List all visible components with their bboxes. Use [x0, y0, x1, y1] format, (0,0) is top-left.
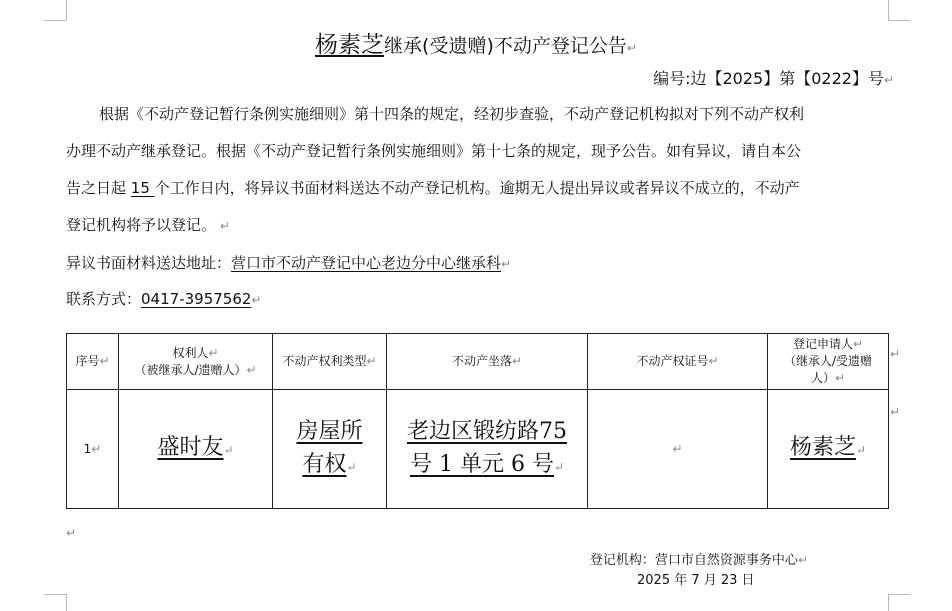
table-header-row	[67, 334, 889, 390]
document-number: 编号:边【2025】第【0222】号↵	[653, 69, 894, 88]
cell-applicant: 杨素芝↵	[768, 390, 889, 509]
paragraph-mark-icon: ↵	[890, 347, 901, 361]
crop-mark-top-right-h	[888, 20, 910, 21]
property-table	[66, 333, 889, 509]
crop-mark-bottom-left-h	[44, 594, 66, 595]
cell-right-type: 房屋所 有权↵	[273, 390, 387, 509]
paragraph-mark-icon: ↵	[626, 41, 637, 55]
crop-mark-bottom-right-h	[888, 594, 910, 595]
body-line-3: 告之日起 15 个工作日内，将异议书面材料送达不动产登记机构。逾期无人提出异议或者异议不成立的，不动产	[66, 179, 800, 197]
objection-days: 15	[130, 179, 155, 197]
header-right-type: 不动产权利类型↵	[273, 334, 387, 390]
header-seq: 序号↵	[67, 334, 119, 390]
cell-holder: 盛时友↵	[119, 390, 273, 509]
paragraph-mark-icon: ↵	[251, 293, 262, 307]
objection-address-line	[66, 252, 511, 273]
contact-line	[66, 288, 261, 309]
paragraph-mark-icon: ↵	[66, 526, 77, 540]
body-line-4: 登记机构将予以登记。 ↵	[66, 216, 230, 234]
title-applicant-name: 杨素芝	[315, 32, 385, 58]
body-line-2: 办理不动产继承登记。根据《不动产登记暂行条例实施细则》第十七条的规定，现予公告。如有异议，请自本公	[66, 142, 802, 160]
contact-label: 联系方式：	[66, 290, 142, 308]
body-line-1: 根据《不动产登记暂行条例实施细则》第十四条的规定，经初步查验，不动产登记机构拟对下列不动产权利	[99, 105, 805, 123]
paragraph-mark-icon: ↵	[216, 219, 230, 233]
announcement-date: 2025 年 7 月 23 日	[637, 573, 755, 588]
crop-mark-bottom-right-v	[888, 594, 889, 611]
document-title	[0, 26, 952, 59]
paragraph-mark-icon: ↵	[797, 553, 808, 567]
objection-address-value: 营口市不动产登记中心老边分中心继承科	[231, 254, 502, 272]
cell-cert-no: ↵	[588, 390, 768, 509]
paragraph-mark-icon: ↵	[883, 73, 894, 87]
table-row	[67, 390, 889, 509]
header-cert-no: 不动产权证号↵	[588, 334, 768, 390]
crop-mark-bottom-left-v	[66, 594, 67, 611]
cell-seq: 1↵	[67, 390, 119, 509]
contact-phone: 0417-3957562	[141, 290, 252, 308]
announcement-body	[66, 101, 892, 249]
title-text: 继承(受遗赠)不动产登记公告	[384, 35, 627, 57]
cell-location: 老边区锻纺路75 号 1 单元 6 号↵	[387, 390, 588, 509]
objection-address-label: 异议书面材料送达地址：	[66, 254, 232, 272]
paragraph-mark-icon: ↵	[890, 405, 901, 419]
paragraph-mark-icon: ↵	[501, 257, 512, 271]
header-location: 不动产坐落↵	[387, 334, 588, 390]
header-applicant: 登记申请人↵ （继承人/受遗赠 人）↵	[768, 334, 889, 390]
crop-mark-top-right-v	[888, 0, 889, 20]
crop-mark-top-left-v	[66, 0, 67, 20]
registration-authority: 登记机构：营口市自然资源事务中心↵	[589, 553, 808, 568]
header-holder: 权利人↵ （被继承人/遗赠人）↵	[119, 334, 273, 390]
crop-mark-top-left-h	[44, 20, 66, 21]
